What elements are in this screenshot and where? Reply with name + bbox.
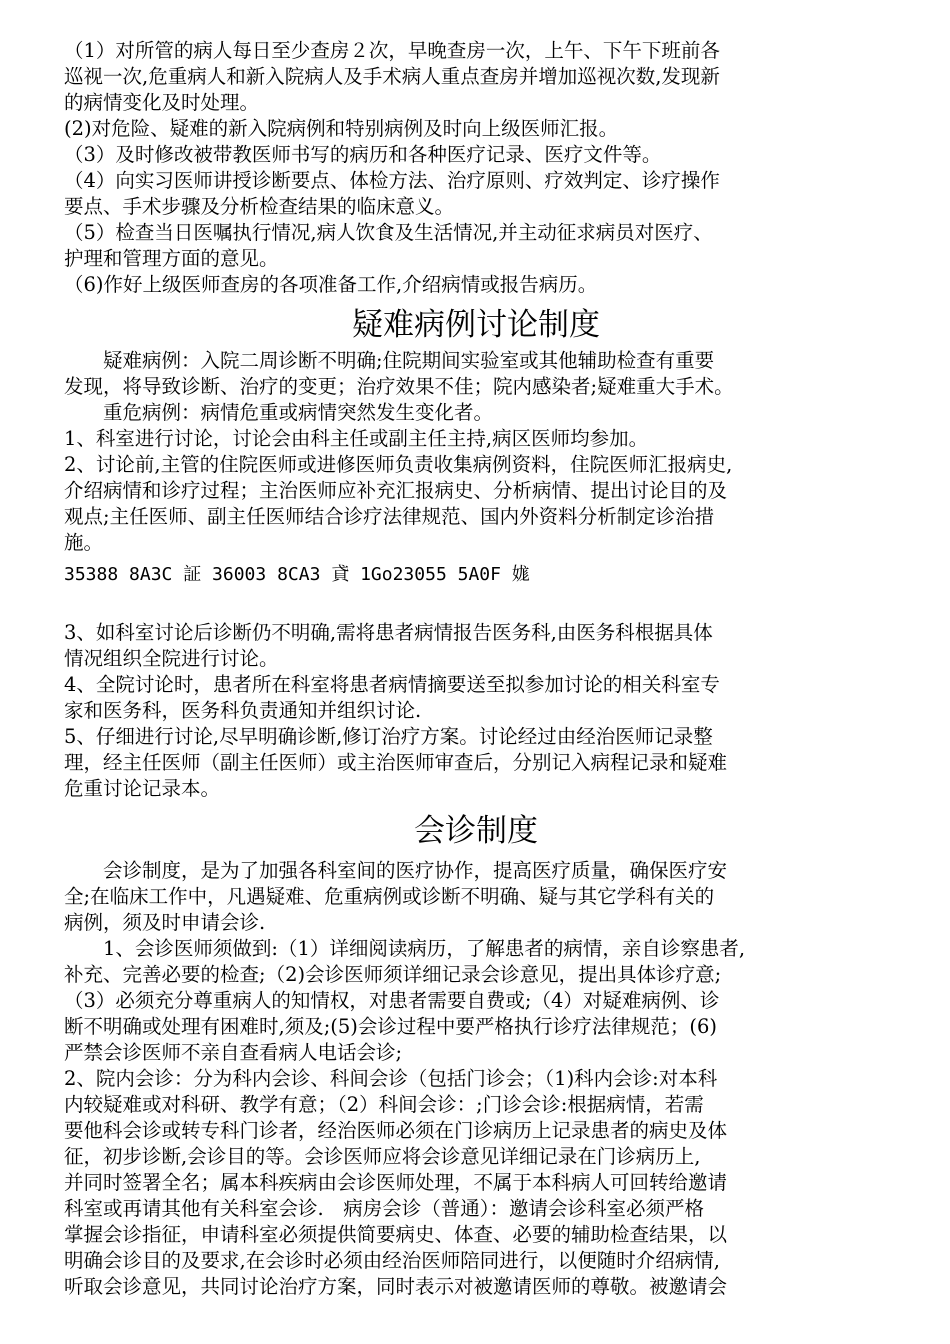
paragraph-line: 要点、手术步骤及分析检查结果的临床意义。 bbox=[64, 195, 455, 218]
paragraph-line: 观点;主任医师、副主任医师结合诊疗法律规范、国内外资料分析制定诊治措 bbox=[64, 505, 715, 528]
consultation-system-title: 会诊制度 bbox=[414, 813, 538, 849]
paragraph-line: 断不明确或处理有困难时,须及;(5)会诊过程中要严格执行诊疗法律规范；(6) bbox=[64, 1015, 718, 1038]
paragraph-line: 1、会诊医师须做到:（1）详细阅读病历，了解患者的病情，亲自诊察患者, bbox=[64, 937, 746, 960]
paragraph-line: 补充、完善必要的检查;（2)会诊医师须详细记录会诊意见，提出具体诊疗意; bbox=[64, 963, 722, 986]
paragraph-line: 3、如科室讨论后诊断仍不明确,需将患者病情报告医务科,由医务科根据具体 bbox=[64, 621, 713, 644]
paragraph-line: 护理和管理方面的意见。 bbox=[64, 247, 279, 270]
paragraph-line: 疑难病例：入院二周诊断不明确;住院期间实验室或其他辅助检查有重要 bbox=[64, 349, 715, 372]
paragraph-line: 4、全院讨论时，患者所在科室将患者病情摘要送至拟参加讨论的相关科室专 bbox=[64, 673, 720, 696]
paragraph-line: 并同时签署全名；属本科疾病由会诊医师处理，不属于本科病人可回转给邀请 bbox=[64, 1171, 728, 1194]
paragraph-line: （4）向实习医师讲授诊断要点、体检方法、治疗原则、疗效判定、诊疗操作 bbox=[64, 169, 720, 192]
paragraph-line: （3）及时修改被带教医师书写的病历和各种医疗记录、医疗文件等。 bbox=[64, 143, 662, 166]
paragraph-line: 介绍病情和诊疗过程；主治医师应补充汇报病史、分析病情、提出讨论目的及 bbox=[64, 479, 728, 502]
paragraph-line: 2、院内会诊：分为科内会诊、科间会诊（包括门诊会；（1)科内会诊:对本科 bbox=[64, 1067, 718, 1090]
code-line: 35388 8A3C 証 36003 8CA3 貣 1Go23055 5A0F 娏 bbox=[64, 564, 530, 585]
paragraph-line: 明确会诊目的及要求,在会诊时必须由经治医师陪同进行，以便随时介绍病情, bbox=[64, 1249, 720, 1272]
difficult-case-discussion-section bbox=[64, 348, 888, 802]
paragraph-line: 发现，将导致诊断、治疗的变更；治疗效果不佳；院内感染者;疑难重大手术。 bbox=[64, 375, 734, 398]
paragraph-line: （1）对所管的病人每日至少查房２次，早晚查房一次，上午、下午下班前各 bbox=[64, 39, 720, 62]
paragraph-line: （3）必须充分尊重病人的知情权，对患者需要自费或;（4）对疑难病例、诊 bbox=[64, 989, 720, 1012]
paragraph-line: （6)作好上级医师查房的各项准备工作,介绍病情或报告病历。 bbox=[64, 273, 598, 296]
paragraph-line: 理，经主任医师（副主任医师）或主治医师审查后，分别记入病程记录和疑难 bbox=[64, 751, 728, 774]
paragraph-line: 征，初步诊断,会诊目的等。会诊医师应将会诊意见详细记录在门诊病历上, bbox=[64, 1145, 701, 1168]
paragraph-line: 重危病例：病情危重或病情突然发生变化者。 bbox=[64, 401, 494, 424]
paragraph-line: 会诊制度，是为了加强各科室间的医疗协作，提高医疗质量，确保医疗安 bbox=[64, 859, 728, 882]
document-page bbox=[64, 38, 888, 1300]
paragraph-line: （5）检查当日医嘱执行情况,病人饮食及生活情况,并主动征求病员对医疗、 bbox=[64, 221, 713, 244]
paragraph-line: 内较疑难或对科研、教学有意；（2）科间会诊：;门诊会诊:根据病情，若需 bbox=[64, 1093, 704, 1116]
paragraph-line: 科室或再请其他有关科室会诊. 病房会诊（普通）：邀请会诊科室必须严格 bbox=[64, 1197, 704, 1220]
paragraph-line: 2、讨论前,主管的住院医师或进修医师负责收集病例资料，住院医师汇报病史, bbox=[64, 453, 733, 476]
paragraph-line: 听取会诊意见，共同讨论治疗方案，同时表示对被邀请医师的尊敬。被邀请会 bbox=[64, 1275, 728, 1298]
paragraph-line: 危重讨论记录本。 bbox=[64, 777, 221, 800]
paragraph-line: (2)对危险、疑难的新入院病例和特别病例及时向上级医师汇报。 bbox=[64, 117, 619, 140]
paragraph-line: 掌握会诊指征，申请科室必须提供简要病史、体查、必要的辅助检查结果，以 bbox=[64, 1223, 728, 1246]
paragraph-line: 要他科会诊或转专科门诊者，经治医师必须在门诊病历上记录患者的病史及体 bbox=[64, 1119, 728, 1142]
paragraph-line: 5、仔细进行讨论,尽早明确诊断,修订治疗方案。讨论经过由经治医师记录整 bbox=[64, 725, 713, 748]
blank-line bbox=[64, 590, 888, 620]
ward-round-duties-section bbox=[64, 38, 888, 298]
paragraph-line: 施。 bbox=[64, 531, 104, 554]
paragraph-line: 的病情变化及时处理。 bbox=[64, 91, 260, 114]
paragraph-line: 全;在临床工作中，凡遇疑难、危重病例或诊断不明确、疑与其它学科有关的 bbox=[64, 885, 715, 908]
paragraph-line: 病例，须及时申请会诊. bbox=[64, 911, 266, 934]
difficult-case-discussion-title: 疑难病例讨论制度 bbox=[352, 307, 600, 343]
paragraph-line: 1、科室进行讨论，讨论会由科主任或副主任主持,病区医师均参加。 bbox=[64, 427, 649, 450]
paragraph-line: 情况组织全院进行讨论。 bbox=[64, 647, 279, 670]
paragraph-line: 严禁会诊医师不亲自查看病人电话会诊; bbox=[64, 1041, 403, 1064]
paragraph-line: 家和医务科，医务科负责通知并组织讨论. bbox=[64, 699, 422, 722]
consultation-system-section bbox=[64, 858, 888, 1300]
paragraph-line: 巡视一次,危重病人和新入院病人及手术病人重点查房并增加巡视次数,发现新 bbox=[64, 65, 720, 88]
